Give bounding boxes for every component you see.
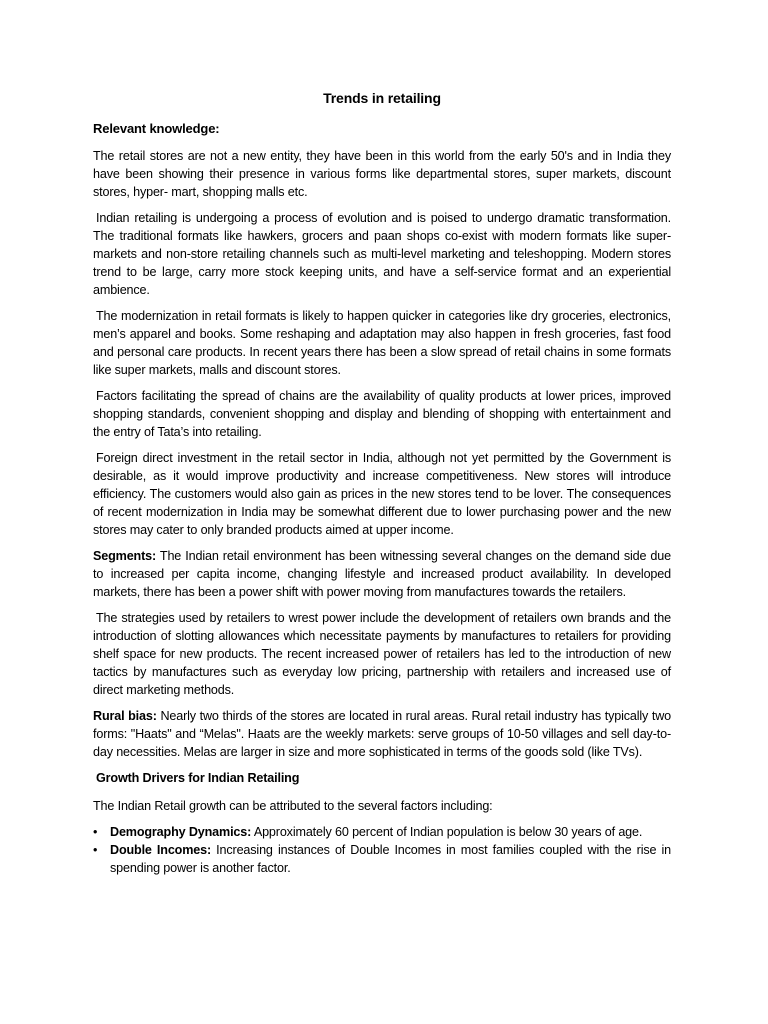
- paragraph-factors: Factors facilitating the spread of chains are the availability of quality products at lower prices, improved shopping standards, convenient shopping and display and blending of shopping with entertainment and the entry of Tata’s into retailing.: [93, 389, 671, 439]
- paragraph-modernization: The modernization in retail formats is likely to happen quicker in categories like dry groceries, electronics, men’s apparel and books. Some reshaping and adaptation may also happen in fresh groceries, fast food and personal care products. In recent years there has been a slow spread of retail chains in some formats like super markets, malls and discount stores.: [93, 309, 671, 377]
- paragraph-rural-bias: [93, 707, 671, 761]
- growth-drivers-list: [93, 823, 671, 877]
- paragraph-intro: The retail stores are not a new entity, they have been in this world from the early 50's and in India they have been showing their presence in various forms like departmental stores, super markets, discount stores, hyper- mart, shopping malls etc.: [93, 149, 671, 199]
- paragraph-evolution: Indian retailing is undergoing a process of evolution and is poised to undergo dramatic transformation. The traditional formats like hawkers, grocers and paan shops co-exist with modern formats like super- markets and non-store retailing channels such as multi-level marketing and teleshopping. Modern stores trend to be large, carry more stock keeping units, and have a self-service format and an experiential ambience.: [93, 211, 671, 297]
- relevant-knowledge-heading: Relevant knowledge:: [93, 121, 220, 136]
- paragraph-strategies: The strategies used by retailers to wrest power include the development of retailers own brands and the introduction of slotting allowances which necessitate payments by manufactures to retailers for providing shelf space for new products. The recent increased power of retailers has led to the introduction of new tactics by manufactures such as everyday low pricing, partnership with retailers and increased use of direct marketing methods.: [93, 611, 671, 697]
- list-item: [93, 823, 671, 841]
- document-title: Trends in retailing: [323, 90, 441, 106]
- bullet-label: Demography Dynamics:: [110, 825, 252, 839]
- paragraph-segments: [93, 547, 671, 601]
- bullet-text: Approximately 60 percent of Indian population is below 30 years of age.: [251, 825, 643, 839]
- rural-bias-text: Nearly two thirds of the stores are located in rural areas. Rural retail industry has typically two forms: "Haats" and “Melas". Haats are the weekly markets: serve groups of 10-50 villages and sell day-to-day necessities. Melas are larger in size and more sophisticated in terms of the goods sold (like TVs).: [93, 709, 671, 759]
- list-item: [93, 841, 671, 877]
- bullet-text: Increasing instances of Double Incomes in most families coupled with the rise in spending power is another factor.: [110, 843, 672, 875]
- segments-text: The Indian retail environment has been witnessing several changes on the demand side due to increased per capita income, changing lifestyle and increased product availability. In developed markets, there has been a power shift with power moving from manufactures towards the retailers.: [93, 549, 671, 599]
- bullet-label: Double Incomes:: [110, 843, 212, 857]
- growth-intro: The Indian Retail growth can be attributed to the several factors including:: [93, 799, 493, 813]
- paragraph-fdi: Foreign direct investment in the retail sector in India, although not yet permitted by the Government is desirable, as it would improve productivity and increase competitiveness. New stores will introduce efficiency. The customers would also gain as prices in the new stores tend to be lover. The consequences of recent modernization in India may be somewhat different due to lower purchasing power and the new stores may cater to only branded products aimed at upper income.: [93, 451, 671, 537]
- segments-label: Segments:: [93, 549, 157, 563]
- growth-drivers-heading: Growth Drivers for Indian Retailing: [96, 771, 300, 785]
- rural-bias-label: Rural bias:: [93, 709, 157, 723]
